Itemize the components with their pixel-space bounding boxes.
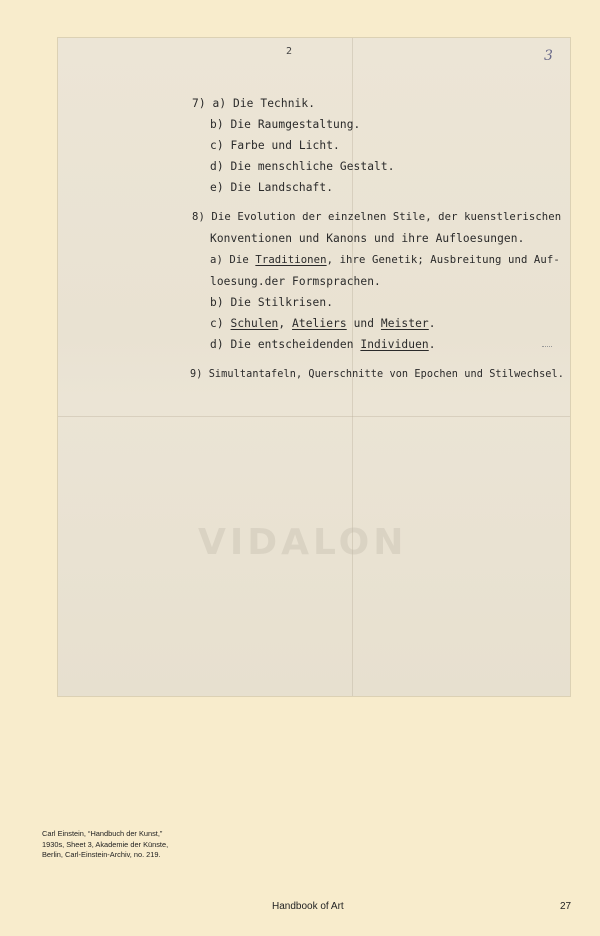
item-8c-comma: , (278, 317, 293, 330)
item-7a: 7) a) Die Technik. (192, 97, 316, 110)
caption-line-2: 1930s, Sheet 3, Akademie der Künste, (42, 839, 169, 849)
pencil-mark (542, 346, 552, 355)
item-8c-end: . (428, 317, 436, 330)
caption-line-1: Carl Einstein, “Handbuch der Kunst,” (42, 829, 163, 838)
fold-line-horizontal (58, 416, 570, 417)
item-8a-underlined-traditionen: Traditionen (255, 254, 327, 266)
item-8-line1: 8) Die Evolution der einzelnen Stile, der kuenstlerischen (192, 211, 562, 223)
item-7e: e) Die Landschaft. (210, 181, 334, 194)
item-8d-end: . (428, 338, 436, 351)
item-8c-underlined-ateliers: Ateliers (292, 317, 347, 330)
folio-page-number: 27 (560, 901, 572, 912)
running-footer-title: Handbook of Art (272, 901, 344, 912)
item-8a-line2: loesung.der Formsprachen. (210, 275, 381, 288)
figure-caption (42, 829, 168, 861)
handwritten-sheet-number: 3 (544, 48, 553, 64)
item-8c-und: und (346, 317, 381, 330)
item-8a-rest: , ihre Genetik; Ausbreitung und Auf- (326, 254, 560, 266)
item-8c-prefix: c) (210, 317, 231, 330)
item-8c (210, 317, 436, 330)
item-7d: d) Die menschliche Gestalt. (210, 160, 395, 173)
item-8d (210, 338, 436, 351)
item-8d-underlined-individuen: Individuen (360, 338, 429, 351)
item-8c-underlined-schulen: Schulen (230, 317, 279, 330)
item-8a (210, 254, 560, 266)
item-7c: c) Farbe und Licht. (210, 139, 340, 152)
archival-sheet-image (58, 38, 570, 696)
item-8d-prefix: d) Die entscheidenden (210, 338, 361, 351)
item-9: 9) Simultantafeln, Querschnitte von Epochen und Stilwechsel. (190, 369, 565, 380)
item-8c-underlined-meister: Meister (380, 317, 429, 330)
item-8b: b) Die Stilkrisen. (210, 296, 334, 309)
item-8a-prefix: a) Die (210, 254, 256, 266)
item-7b: b) Die Raumgestaltung. (210, 118, 361, 131)
fold-line-vertical (352, 38, 353, 696)
typed-page-number: 2 (286, 46, 293, 57)
caption-line-3: Berlin, Carl-Einstein-Archiv, no. 219. (42, 850, 161, 860)
item-8-line2: Konventionen und Kanons und ihre Aufloesungen. (210, 232, 525, 245)
paper-watermark: VIDALON (198, 522, 408, 563)
